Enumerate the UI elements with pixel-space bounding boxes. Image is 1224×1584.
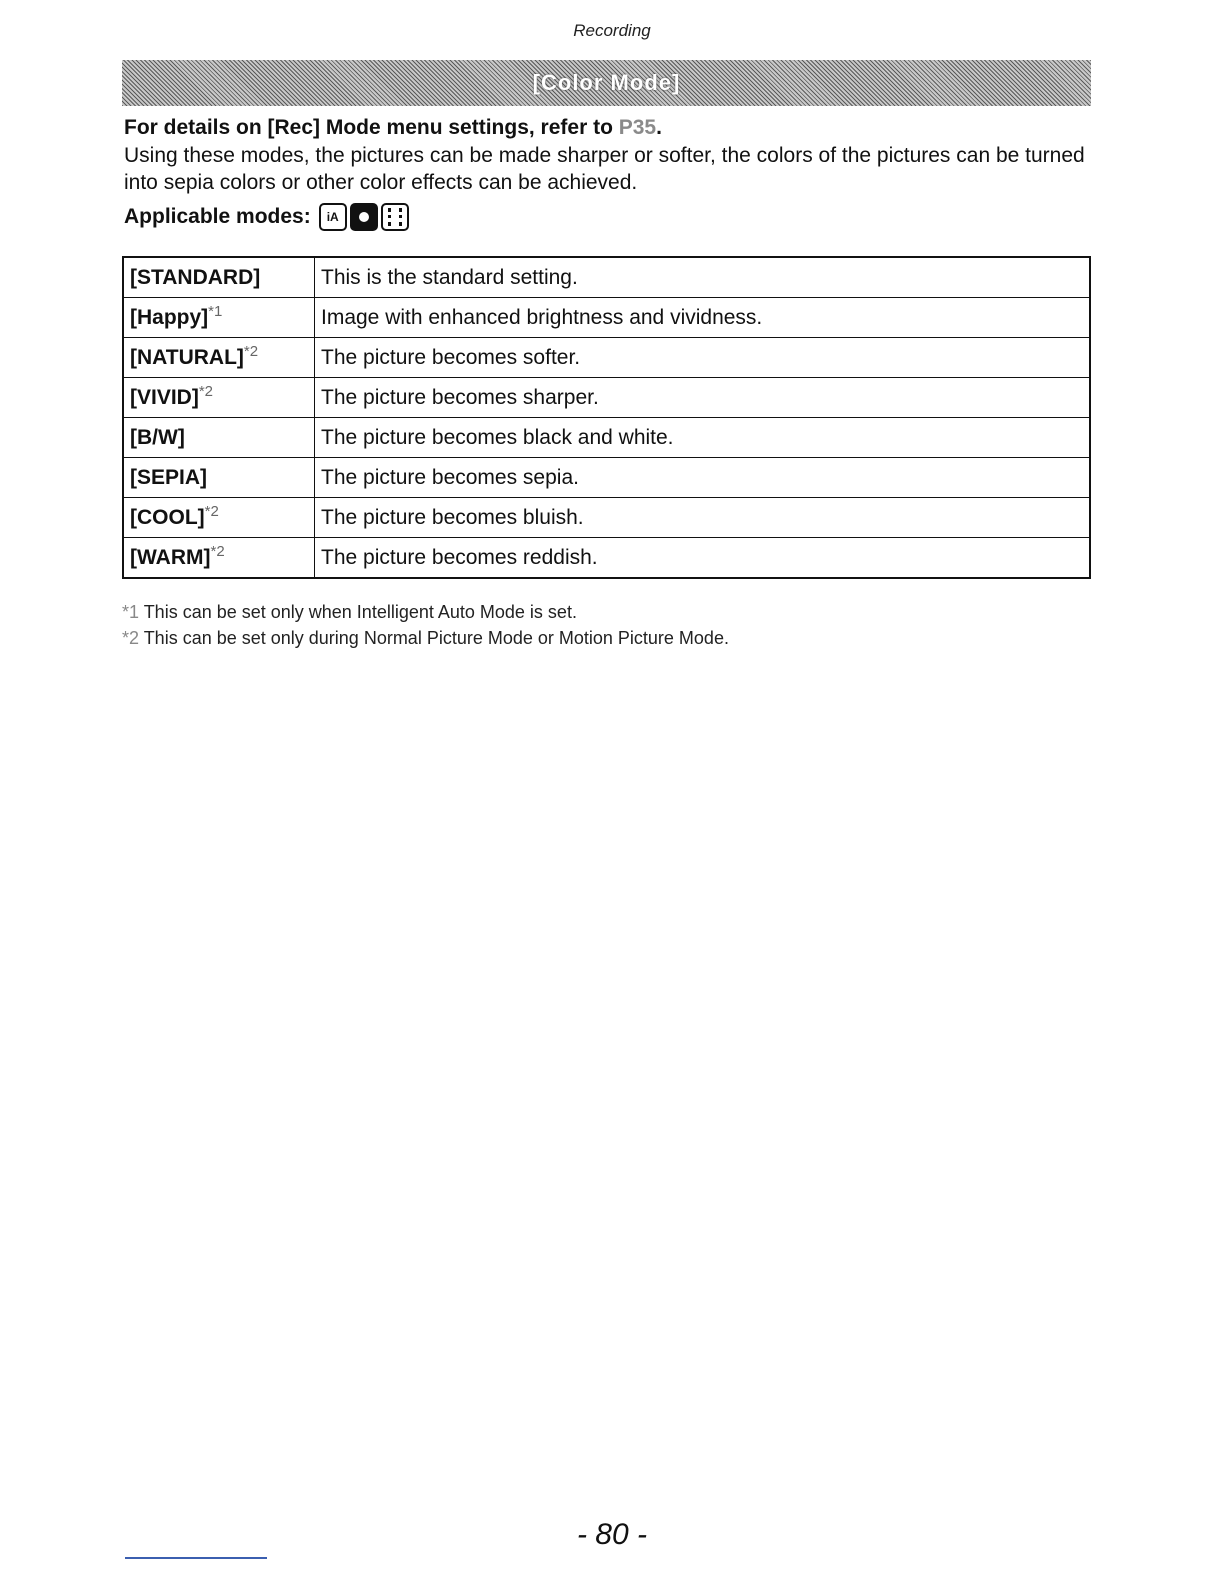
mode-icons	[319, 203, 409, 231]
description-text: Using these modes, the pictures can be made sharper or softer, the colors of the pictures can be turned into sepia colors or other color effects can be achieved.	[124, 144, 1085, 194]
applicable-modes	[124, 202, 1099, 232]
mode-name-cell	[123, 257, 315, 298]
mode-description: Image with enhanced brightness and vividness.	[315, 298, 1091, 338]
mode-name: [WARM]	[130, 545, 211, 569]
mode-name: [B/W]	[130, 425, 185, 449]
table-row	[123, 418, 1090, 458]
footnote-reference: *1	[208, 302, 223, 320]
details-end: .	[656, 116, 662, 139]
footnote-reference: *2	[204, 502, 219, 520]
intro-section	[124, 114, 1099, 232]
mode-name-cell	[123, 418, 315, 458]
footnote-1	[122, 599, 1097, 625]
motion-picture-icon	[381, 203, 409, 231]
intelligent-auto-icon: iA	[319, 203, 347, 231]
footer-rule	[125, 1557, 267, 1559]
running-head: Recording	[573, 21, 651, 40]
mode-name-cell	[123, 298, 315, 338]
mode-description: The picture becomes sepia.	[315, 458, 1091, 498]
section-title-bar	[122, 60, 1091, 106]
mode-name-cell	[123, 378, 315, 418]
mode-name: [NATURAL]	[130, 345, 244, 369]
details-text: For details on [Rec] Mode menu settings, refer to	[124, 116, 619, 139]
footnote-2	[122, 625, 1097, 651]
details-line	[124, 114, 1099, 142]
section-title: [Color Mode]	[532, 70, 681, 95]
page-number: - 80 -	[576, 1518, 648, 1551]
footnote-mark: *1	[122, 602, 140, 622]
footnote-reference: *2	[210, 542, 225, 560]
table-row	[123, 298, 1090, 338]
normal-picture-icon	[350, 203, 378, 231]
mode-name: [COOL]	[130, 505, 205, 529]
table-row	[123, 338, 1090, 378]
mode-name-cell	[123, 538, 315, 579]
footnotes	[122, 599, 1097, 651]
mode-name-cell	[123, 498, 315, 538]
mode-description: This is the standard setting.	[315, 257, 1091, 298]
mode-description: The picture becomes bluish.	[315, 498, 1091, 538]
mode-name: [SEPIA]	[130, 465, 208, 489]
mode-name: [Happy]	[130, 305, 209, 329]
table-row	[123, 378, 1090, 418]
table-row	[123, 257, 1090, 298]
mode-description: The picture becomes sharper.	[315, 378, 1091, 418]
table-row	[123, 458, 1090, 498]
footnote-text: This can be set only during Normal Picture Mode or Motion Picture Mode.	[139, 628, 729, 648]
mode-name: [VIVID]	[130, 385, 199, 409]
mode-name-cell	[123, 338, 315, 378]
mode-name-cell	[123, 458, 315, 498]
mode-name: [STANDARD]	[130, 265, 261, 289]
mode-description: The picture becomes reddish.	[315, 538, 1091, 579]
footnote-reference: *2	[243, 342, 259, 360]
mode-description: The picture becomes softer.	[315, 338, 1091, 378]
footnote-mark: *2	[122, 628, 140, 648]
table-row	[123, 538, 1090, 579]
footnote-reference: *2	[198, 382, 214, 400]
footnote-text: This can be set only when Intelligent Auto Mode is set.	[139, 602, 577, 622]
color-mode-table	[122, 256, 1091, 579]
table-row	[123, 498, 1090, 538]
applicable-modes-label: Applicable modes:	[124, 205, 311, 228]
mode-description: The picture becomes black and white.	[315, 418, 1091, 458]
page-reference-link[interactable]: P35	[618, 116, 657, 139]
